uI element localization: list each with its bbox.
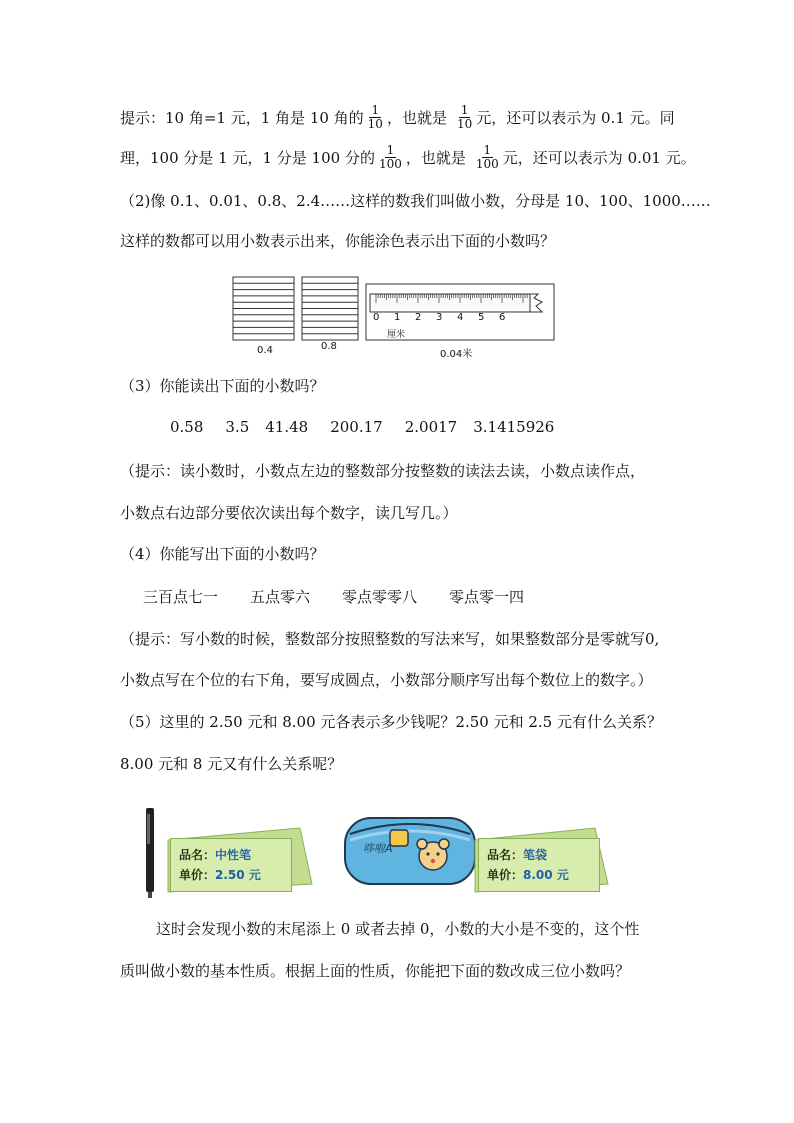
closing-line1: 这时会发现小数的末尾添上 0 或者去掉 0，小数的大小是不变的，这个性 [156,919,640,938]
q3-number-list [170,415,554,439]
ruler-tick-label: 0 [373,312,380,323]
hint1-text-f: 元，还可以表示为 0.01 元。 [502,148,696,167]
fraction-1-100-b [474,144,501,171]
q3-hint-line2: 小数点右边部分要依次读出每个数字，读几写几。） [120,503,458,522]
caption-0-04: 0.04米 [440,349,473,360]
product-price: 2.50 元 [215,868,261,882]
fraction-denominator: 10 [367,116,383,131]
caption-0-8: 0.8 [321,341,337,352]
decimal-item: 3.1415926 [473,418,555,436]
ruler-tick-label: 1 [394,312,401,323]
ruler-tick-label: 5 [478,312,485,323]
product-name: 中性笔 [215,848,252,862]
ruler-tick-label: 6 [499,312,506,323]
decimal-item: 0.58 [170,418,204,436]
q5-line1: （5）这里的 2.50 元和 8.00 元各表示多少钱呢？2.50 元和 2.5 元有什么关系？ [120,712,662,731]
q3-hint-line1: （提示：读小数时，小数点左边的整数部分按整数的读法去读，小数点读作点， [120,461,646,480]
ruler-tick-label: 2 [415,312,422,323]
fraction-numerator: 1 [460,102,469,117]
price-tag-pen [170,838,292,892]
caption-0-4: 0.4 [257,345,273,356]
fraction-denominator: 10 [456,116,473,131]
q4-hint-line1: （提示：写小数的时候，整数部分按照整数的写法来写，如果整数部分是零就写0, [120,629,660,648]
hint1-text-a: 提示：10 角=1 元，1 角是 10 角的 [120,108,364,127]
q4-word-list [143,584,524,608]
grid-0-4[interactable] [233,277,294,340]
q4-hint-line2: 小数点写在个位的右下角，要写成圆点，小数部分顺序写出每个数位上的数字。） [120,670,653,689]
decimal-item: 2.0017 [404,418,458,436]
fraction-numerator: 1 [483,142,492,157]
fraction-1-10 [366,104,385,131]
fraction-1-100 [377,144,404,171]
grid-0-8[interactable] [302,277,358,340]
hint1-text-d: 理，100 分是 1 元，1 分是 100 分的 [120,148,375,167]
fraction-1-10-b [455,104,474,131]
q3-title: （3）你能读出下面的小数吗？ [120,376,325,395]
fraction-numerator: 1 [371,102,380,117]
tag-label: 品名： [179,848,216,862]
q2-line1: （2)像 0.1、0.01、0.8、2.4……这样的数我们叫做小数，分母是 10、100、1000…… [120,191,711,210]
word-item: 五点零六 [250,587,311,606]
pencil-case-print: 哆啦A [363,842,393,855]
hint1-line2 [120,137,696,177]
price-tag-case [478,838,600,892]
hint1-text-b: ，也就是 [386,108,447,127]
q5-line2: 8.00 元和 8 元又有什么关系呢？ [120,754,343,773]
fraction-numerator: 1 [386,142,395,157]
word-item: 零点零零八 [342,587,418,606]
tag-label: 单价： [487,868,524,882]
decimal-item: 3.5 [225,418,250,436]
decimal-item: 41.48 [265,418,309,436]
product-name: 笔袋 [523,848,548,862]
hint1-text-e: ，也就是 [405,148,466,167]
hint1-line1 [120,97,675,137]
hint1-text-c: 元，还可以表示为 0.1 元。同 [476,108,675,127]
fraction-denominator: 100 [378,156,402,171]
pen-image [146,808,154,898]
decimal-item: 200.17 [330,418,383,436]
ruler-tick-label: 4 [457,312,464,323]
tag-label: 品名： [487,848,524,862]
q2-line2: 这样的数都可以用小数表示出来，你能涂色表示出下面的小数吗？ [120,231,556,250]
ruler-tick-label: 3 [436,312,443,323]
ruler-unit: 厘米 [387,330,406,340]
word-item: 零点零一四 [449,587,525,606]
q4-title: （4）你能写出下面的小数吗？ [120,544,325,563]
tag-label: 单价： [179,868,216,882]
closing-line2: 质叫做小数的基本性质。根据上面的性质，你能把下面的数改成三位小数吗？ [120,961,631,980]
product-price: 8.00 元 [523,868,569,882]
fraction-denominator: 100 [475,156,499,171]
word-item: 三百点七一 [143,587,219,606]
